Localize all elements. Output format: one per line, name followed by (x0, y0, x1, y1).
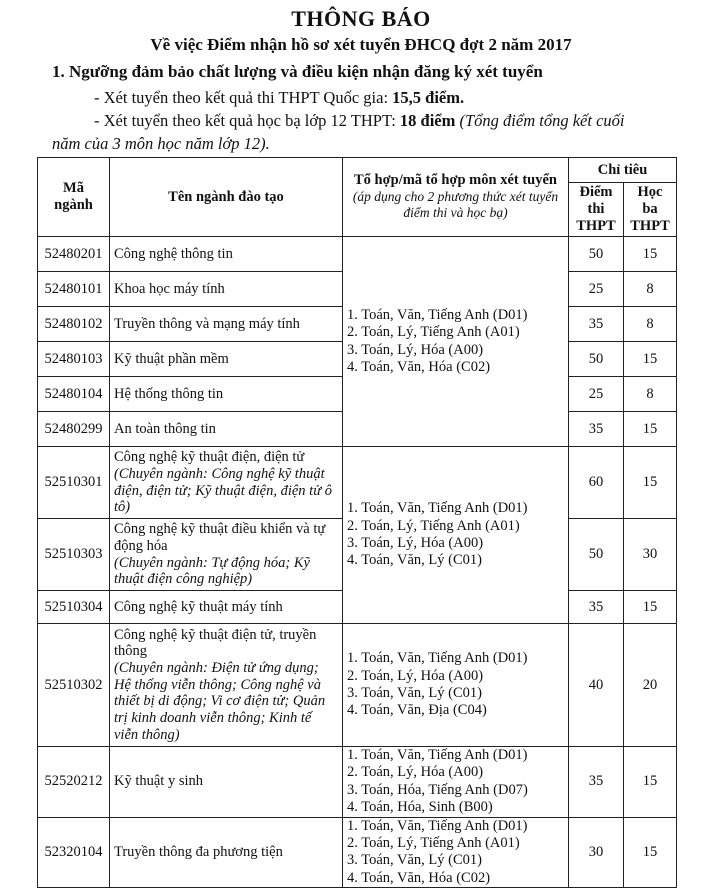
bullet-transcript-note-end: năm của 3 môn học năm lớp 12). (52, 134, 270, 153)
row-name: Công nghệ kỹ thuật điều khiển và tự động hóa (Chuyên ngành: Tự động hóa; Kỹ thuật điện công nghiệp) (110, 519, 343, 591)
table-row (38, 624, 677, 747)
admission-table (37, 157, 677, 888)
row-code: 52480201 (38, 237, 110, 272)
row-name: Truyền thông đa phương tiện (110, 817, 343, 888)
header-hocba: Học ba THPT (624, 183, 677, 237)
row-code: 52480299 (38, 412, 110, 447)
row-name: Kỹ thuật phần mềm (110, 342, 343, 377)
row-code: 52510304 (38, 591, 110, 624)
table-row (38, 817, 677, 888)
row-code: 52480103 (38, 342, 110, 377)
header-quota: Chỉ tiêu (569, 158, 677, 183)
document-title: THÔNG BÁO (291, 6, 431, 31)
row-specialization: (Chuyên ngành: Công nghệ kỹ thuật điện, điện tử; Kỹ thuật điện, điện tử ô tô) (114, 465, 332, 516)
section-heading: 1. Ngưỡng đảm bảo chất lượng và điều kiện nhận đăng ký xét tuyển (52, 62, 543, 81)
row-hocba: 8 (624, 377, 677, 412)
row-specialization: (Chuyên ngành: Tự động hóa; Kỹ thuật điện công nghiệp) (114, 554, 310, 588)
row-thpt: 50 (569, 519, 624, 591)
row-code: 52510302 (38, 624, 110, 747)
row-hocba: 8 (624, 272, 677, 307)
bullet-transcript-value: 18 điểm (399, 111, 456, 130)
bullet-transcript-score (94, 111, 624, 131)
row-name: Hệ thống thông tin (110, 377, 343, 412)
row-thpt: 35 (569, 591, 624, 624)
document-subtitle: Về việc Điểm nhận hồ sơ xét tuyển ĐHCQ đợt 2 năm 2017 (150, 35, 572, 54)
header-code: Mã ngành (38, 158, 110, 237)
row-hocba: 20 (624, 624, 677, 747)
header-name: Tên ngành đào tạo (110, 158, 343, 237)
bullet-exam-text: - Xét tuyển theo kết quả thi THPT Quốc gia: (94, 88, 393, 107)
row-thpt: 25 (569, 272, 624, 307)
row-code: 52480101 (38, 272, 110, 307)
header-combo: Tổ hợp/mã tổ hợp môn xét tuyển (áp dụng cho 2 phương thức xét tuyển điểm thi và học bạ) (343, 158, 569, 237)
row-name: An toàn thông tin (110, 412, 343, 447)
row-thpt: 50 (569, 237, 624, 272)
row-code: 52480104 (38, 377, 110, 412)
row-name: Truyền thông và mạng máy tính (110, 307, 343, 342)
combo-group-2: 1. Toán, Văn, Tiếng Anh (D01) 2. Toán, Lý, Tiếng Anh (A01) 3. Toán, Lý, Hóa (A00) 4. Toán, Văn, Lý (C01) (343, 447, 569, 624)
row-code: 52320104 (38, 817, 110, 888)
row-thpt: 60 (569, 447, 624, 519)
row-hocba: 30 (624, 519, 677, 591)
row-name: Công nghệ kỹ thuật điện tử, truyền thông (Chuyên ngành: Điện tử ứng dụng; Hệ thống viễn thông; Công nghệ và thiết bị di động; Vi cơ điện tử; Quản trị kinh doanh viễn thông; Kinh tế viễn thông) (110, 624, 343, 747)
row-thpt: 30 (569, 817, 624, 888)
combo-group-1: 1. Toán, Văn, Tiếng Anh (D01) 2. Toán, Lý, Tiếng Anh (A01) 3. Toán, Lý, Hóa (A00) 4. Toán, Văn, Hóa (C02) (343, 237, 569, 447)
row-specialization: (Chuyên ngành: Điện tử ứng dụng; Hệ thống viễn thông; Công nghệ và thiết bị di động; Vi cơ điện tử; Quản trị kinh doanh viễn thông; Kinh tế viễn thông) (114, 659, 326, 743)
row-hocba: 15 (624, 747, 677, 818)
combo-group-3: 1. Toán, Văn, Tiếng Anh (D01) 2. Toán, Lý, Hóa (A00) 3. Toán, Văn, Lý (C01) 4. Toán, Văn, Địa (C04) (343, 624, 569, 747)
combo-group-5: 1. Toán, Văn, Tiếng Anh (D01) 2. Toán, Lý, Tiếng Anh (A01) 3. Toán, Văn, Lý (C01) 4. Toán, Văn, Hóa (C02) (343, 817, 569, 888)
row-hocba: 15 (624, 412, 677, 447)
row-thpt: 35 (569, 412, 624, 447)
row-thpt: 35 (569, 747, 624, 818)
bullet-transcript-note-start: (Tổng điểm tổng kết cuối (455, 111, 625, 130)
bullet-exam-score (94, 88, 464, 108)
row-hocba: 15 (624, 237, 677, 272)
row-hocba: 8 (624, 307, 677, 342)
row-code: 52510301 (38, 447, 110, 519)
row-name: Công nghệ kỹ thuật máy tính (110, 591, 343, 624)
row-hocba: 15 (624, 342, 677, 377)
table-row (38, 237, 677, 272)
row-code: 52510303 (38, 519, 110, 591)
combo-group-4: 1. Toán, Văn, Tiếng Anh (D01) 2. Toán, Lý, Hóa (A00) 3. Toán, Hóa, Tiếng Anh (D07) 4. Toán, Hóa, Sinh (B00) (343, 747, 569, 818)
row-code: 52520212 (38, 747, 110, 818)
row-code: 52480102 (38, 307, 110, 342)
bullet-transcript-text: - Xét tuyển theo kết quả học bạ lớp 12 THPT: (94, 111, 400, 130)
row-hocba: 15 (624, 817, 677, 888)
bullet-exam-value: 15,5 điểm. (392, 88, 465, 107)
row-thpt: 25 (569, 377, 624, 412)
table-row (38, 747, 677, 818)
row-hocba: 15 (624, 447, 677, 519)
row-hocba: 15 (624, 591, 677, 624)
row-name: Công nghệ kỹ thuật điện, điện tử (Chuyên ngành: Công nghệ kỹ thuật điện, điện tử; Kỹ thuật điện, điện tử ô tô) (110, 447, 343, 519)
row-name: Khoa học máy tính (110, 272, 343, 307)
row-name: Công nghệ thông tin (110, 237, 343, 272)
row-thpt: 40 (569, 624, 624, 747)
row-thpt: 35 (569, 307, 624, 342)
table-row (38, 447, 677, 519)
row-name: Kỹ thuật y sinh (110, 747, 343, 818)
row-thpt: 50 (569, 342, 624, 377)
header-thpt: Điểm thi THPT (569, 183, 624, 237)
